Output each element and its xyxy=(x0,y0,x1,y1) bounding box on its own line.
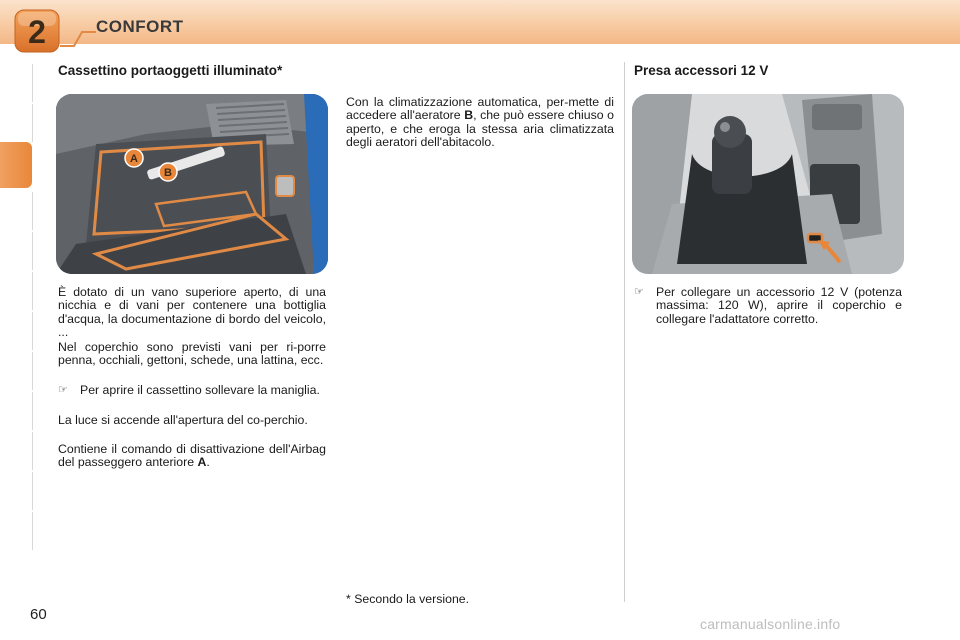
chapter-tab[interactable] xyxy=(16,472,33,510)
air-vent-paragraph: Con la climatizzazione automatica, per-mette di accedere all'aeratore B, che può essere chiuso o aperto, e che eroga la stessa aria climatizzata degli aeratori dell'abitacolo. xyxy=(346,95,614,150)
chapter-tab[interactable] xyxy=(16,312,33,350)
glovebox-paragraph-2: Nel coperchio sono previsti vani per ri-porre penna, occhiali, gettoni, schede, una lattina, ecc. xyxy=(58,340,326,368)
glovebox-airbag-paragraph: Contiene il comando di disattivazione dell'Airbag del passeggero anteriore A. xyxy=(58,442,326,470)
chapter-tab[interactable] xyxy=(16,232,33,270)
footnote: * Secondo la versione. xyxy=(346,592,470,606)
chapter-tabs xyxy=(0,64,34,576)
accessory-socket-title: Presa accessori 12 V xyxy=(634,63,769,78)
watermark: carmanualsonline.info xyxy=(700,616,841,632)
glovebox-light-paragraph: La luce si accende all'apertura del co-perchio. xyxy=(58,413,308,427)
glovebox-bullet xyxy=(58,384,326,397)
chapter-tab[interactable] xyxy=(16,432,33,470)
chapter-tab[interactable] xyxy=(16,272,33,310)
chapter-tab-active[interactable] xyxy=(0,142,32,188)
glovebox-section-title: Cassettino portaoggetti illuminato* xyxy=(58,63,283,78)
chapter-tab[interactable] xyxy=(16,512,33,550)
glovebox-bullet-text: Per aprire il cassettino sollevare la maniglia. xyxy=(80,383,320,397)
accessory-socket-bullet-text: Per collegare un accessorio 12 V (potenza massima: 120 W), aprire il coperchio e collegare l'adattatore corretto. xyxy=(656,285,902,326)
chapter-tab[interactable] xyxy=(16,392,33,430)
svg-text:2: 2 xyxy=(28,14,46,50)
chapter-tab[interactable] xyxy=(16,352,33,390)
accessory-socket-photo xyxy=(632,94,904,274)
chapter-tab[interactable] xyxy=(16,64,33,102)
column-divider xyxy=(624,62,625,602)
chapter-tab[interactable] xyxy=(16,192,33,230)
pointing-hand-icon: ☞ xyxy=(634,286,644,298)
accessory-socket-bullet xyxy=(634,286,902,326)
chapter-title: CONFORT xyxy=(96,17,184,36)
callout-b: B xyxy=(164,167,172,179)
page-number: 60 xyxy=(30,606,47,623)
pointing-hand-icon: ☞ xyxy=(58,384,68,396)
header-tab-connector xyxy=(60,28,96,48)
chapter-header xyxy=(0,0,960,50)
glovebox-paragraph-1: È dotato di un vano superiore aperto, di una nicchia e di vani per contenere una bottiglia d'acqua, la documentazione di bordo del veicolo, ... xyxy=(58,285,326,340)
callout-a: A xyxy=(130,153,138,165)
chapter-tab[interactable] xyxy=(16,104,33,142)
glovebox-photo xyxy=(56,94,328,274)
chapter-number-badge xyxy=(14,9,60,53)
